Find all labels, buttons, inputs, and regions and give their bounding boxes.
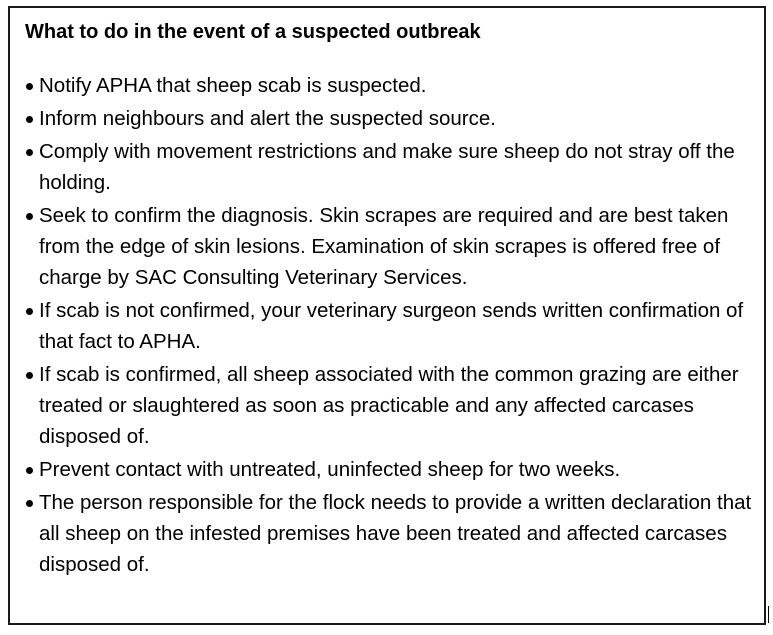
text-cursor-mark <box>768 606 769 623</box>
bullet-icon <box>23 200 39 231</box>
bullet-text: Notify APHA that sheep scab is suspected. <box>39 74 427 97</box>
bullet-icon <box>23 136 39 167</box>
bullet-item <box>23 136 758 198</box>
bullet-item <box>23 70 758 101</box>
bullet-item <box>23 454 758 485</box>
bullet-text: Inform neighbours and alert the suspected source. <box>39 107 496 130</box>
bullet-item <box>23 295 758 357</box>
bullet-item <box>23 200 758 293</box>
panel-title: What to do in the event of a suspected outbreak <box>25 21 481 43</box>
bullet-icon <box>23 359 39 390</box>
bullet-icon <box>23 103 39 134</box>
bullet-text: Prevent contact with untreated, uninfected sheep for two weeks. <box>39 458 621 481</box>
bullet-text: Comply with movement restrictions and make sure sheep do not stray off the holding. <box>39 140 735 194</box>
bullet-icon <box>23 487 39 518</box>
bullet-item <box>23 487 758 580</box>
bullet-list <box>23 70 758 582</box>
bullet-text: If scab is not confirmed, your veterinary surgeon sends written confirmation of that fact to APHA. <box>39 299 744 353</box>
bullet-text: Seek to confirm the diagnosis. Skin scrapes are required and are best taken from the edge of skin lesions. Examination of skin scrapes is offered free of charge by SAC Consulting Veterinary Services. <box>39 204 729 289</box>
bullet-text: If scab is confirmed, all sheep associated with the common grazing are either treated or slaughtered as soon as practicable and any affected carcases disposed of. <box>39 363 739 448</box>
outbreak-guidance-panel <box>8 6 766 625</box>
bullet-text: The person responsible for the flock needs to provide a written declaration that all sheep on the infested premises have been treated and affected carcases disposed of. <box>39 491 752 576</box>
bullet-item <box>23 103 758 134</box>
bullet-icon <box>23 454 39 485</box>
bullet-icon <box>23 70 39 101</box>
bullet-item <box>23 359 758 452</box>
bullet-icon <box>23 295 39 326</box>
